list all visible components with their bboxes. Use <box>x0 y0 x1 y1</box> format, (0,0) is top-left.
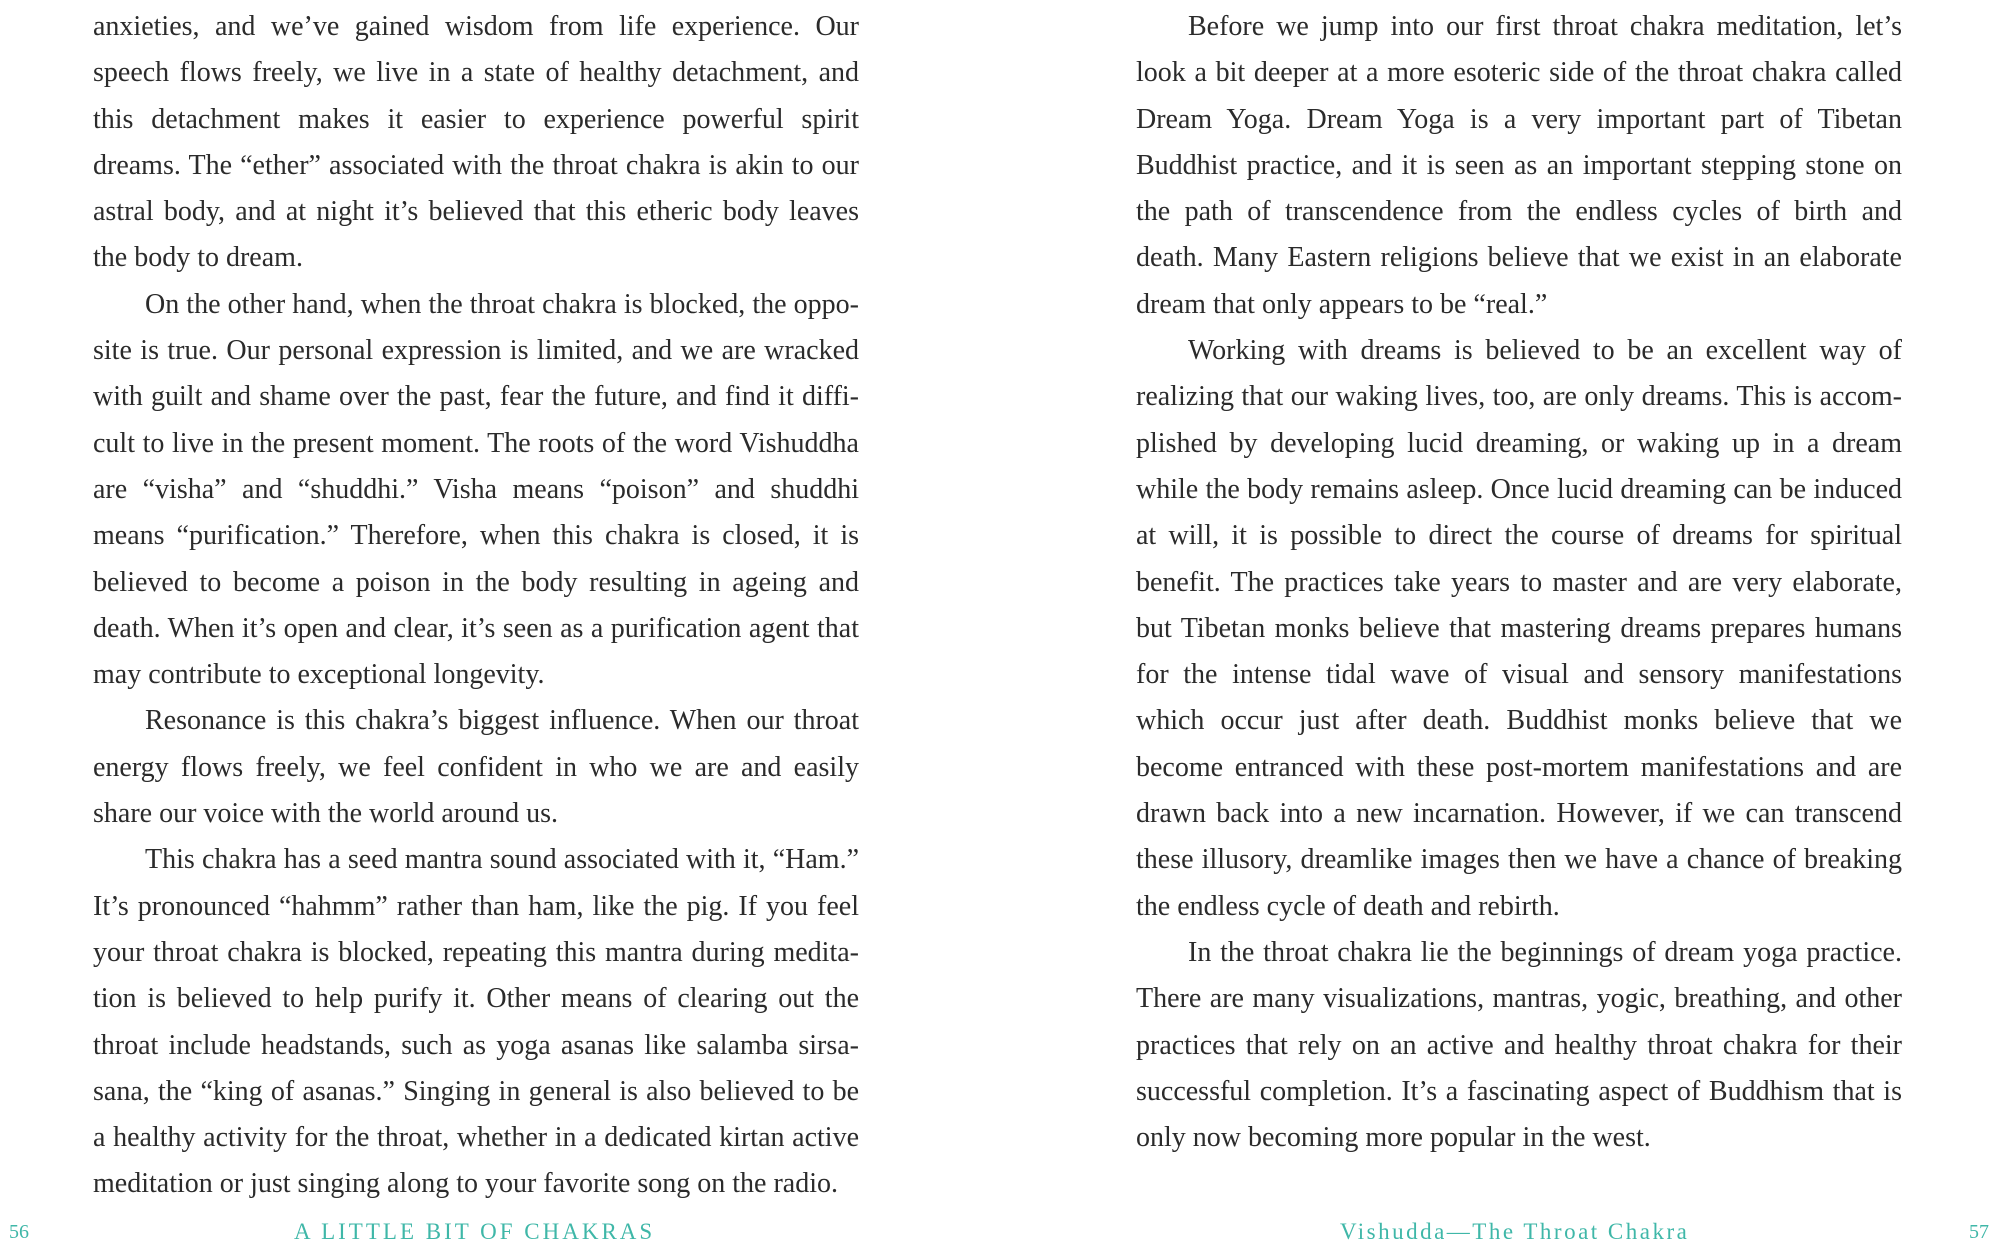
paragraph: anxieties, and we’ve gained wisdom from life experience. Our speech flows freely, we live in a state of healthy detachment, and this detachment makes it easier to experience powerful spirit dreams. The “ether” associated with the throat chakra is akin to our astral body, and at night it’s believed that this etheric body leaves the body to dream. <box>93 11 859 274</box>
right-page <box>1000 0 2000 1252</box>
paragraph: In the throat chakra lie the beginnings of dream yoga practice. There are many visualizations, mantras, yogic, breathing, and other practices that rely on an active and healthy throat chakra for their successful completion. It’s a fascinating aspect of Buddhism that is only now becoming more popular in the west. <box>1136 936 1902 1154</box>
paragraph: Before we jump into our first throat chakra meditation, let’s look a bit deeper at a more esoteric side of the throat chakra called Dream Yoga. Dream Yoga is a very important part of Tibetan Buddhist practice, and it is seen as an important stepping stone on the path of transcendence from the endless cycles of birth and death. Many Eastern religions believe that we exist in an elaborate dream that only appears to be “real.” <box>1136 11 1902 320</box>
running-head-book-title: A LITTLE BIT OF CHAKRAS <box>294 1219 656 1244</box>
page-number-left: 56 <box>9 1221 29 1243</box>
paragraph: On the other hand, when the throat chakra is blocked, the opposite is true. Our personal expression is limited, and we are wracked with guilt and shame over the past, fear the future, and find it difficult to live in the present moment. The roots of the word Vishuddha are “visha” and “shuddhi.” Visha means “poison” and shuddhi means “purification.” Therefore, when this chakra is closed, it is believed to become a poison in the body resulting in ageing and death. When it’s open and clear, it’s seen as a purification agent that may contribute to exceptional longevity. <box>93 288 859 691</box>
right-body-text <box>1136 4 1902 1161</box>
running-head-chapter-title: Vishudda—The Throat Chakra <box>1340 1219 1690 1244</box>
page-number-right: 57 <box>1969 1221 1989 1243</box>
paragraph: This chakra has a seed mantra sound associated with it, “Ham.” It’s pronounced “hahmm” rather than ham, like the pig. If you feel your throat chakra is blocked, repeating this mantra during meditation is believed to help purify it. Other means of clearing out the throat include headstands, such as yoga asanas like salamba sirsasana, the “king of asanas.” Singing in general is also believed to be a healthy activity for the throat, whether in a dedicated kirtan active meditation or just singing along to your favorite song on the radio. <box>93 844 859 1200</box>
paragraph: Resonance is this chakra’s biggest influence. When our throat energy flows freely, we feel confident in who we are and easily share our voice with the world around us. <box>93 705 859 830</box>
left-body-text <box>93 4 859 1208</box>
paragraph: Working with dreams is believed to be an excellent way of realizing that our waking lives, too, are only dreams. This is accomplished by developing lucid dreaming, or waking up in a dream while the body remains asleep. Once lucid dreaming can be induced at will, it is possible to direct the course of dreams for spiritual benefit. The practices take years to master and are very elaborate, but Tibetan monks believe that mastering dreams prepares humans for the intense tidal wave of visual and sensory manifestations which occur just after death. Buddhist monks believe that we become entranced with these post-mortem manifestations and are drawn back into a new incarnation. However, if we can transcend these illusory, dreamlike images then we have a chance of breaking the endless cycle of death and rebirth. <box>1136 335 1902 922</box>
